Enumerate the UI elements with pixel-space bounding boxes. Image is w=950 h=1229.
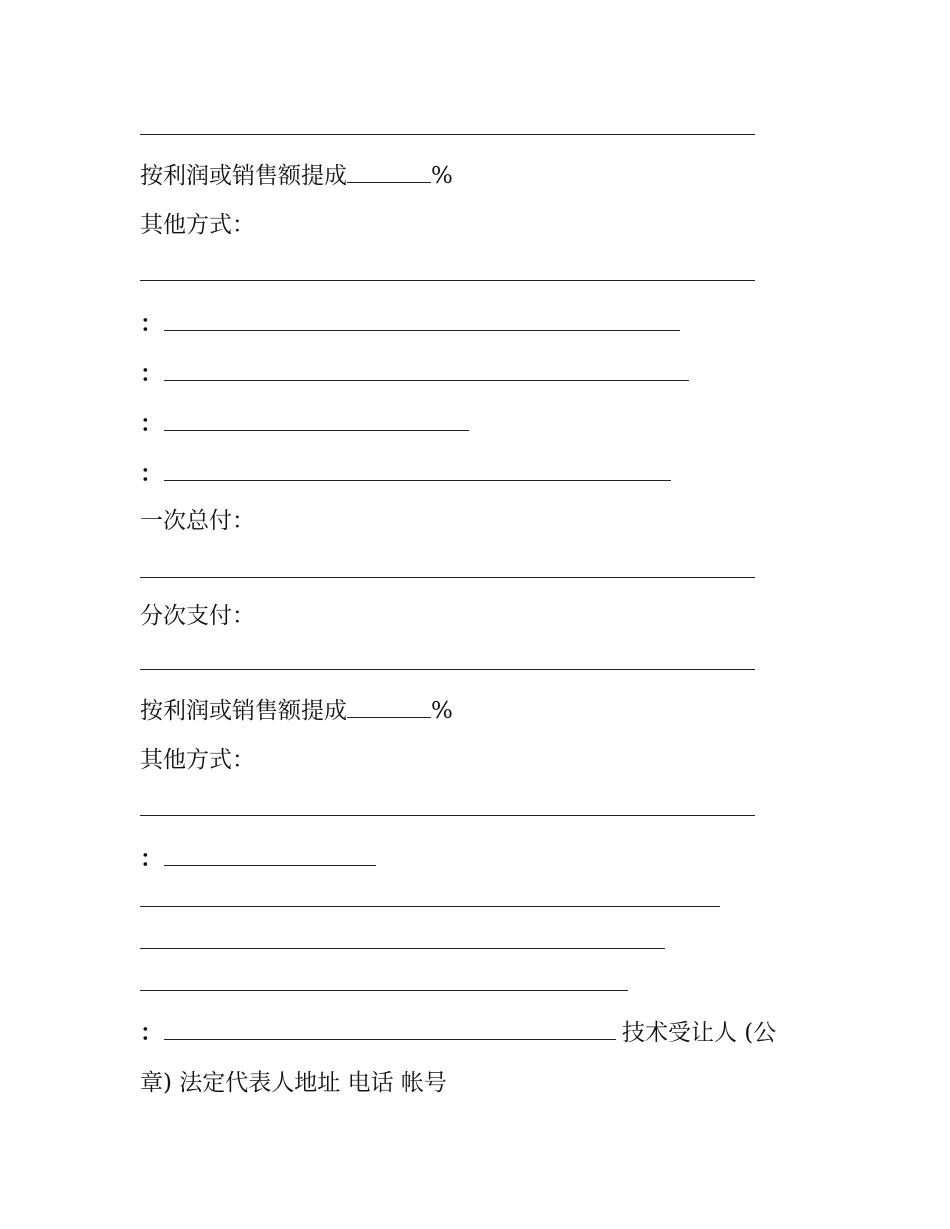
blank-rule <box>140 577 755 578</box>
percentage-blank <box>347 160 431 183</box>
fill-blank <box>164 1017 616 1040</box>
commission-label: 按利润或销售额提成 <box>140 163 347 189</box>
text-line <box>140 210 255 240</box>
blank-rule <box>140 669 755 670</box>
text-line <box>140 1068 447 1098</box>
colon-mark: ： <box>140 310 163 337</box>
fill-blank <box>164 308 680 331</box>
field-line <box>140 458 671 489</box>
field-line <box>140 358 689 389</box>
field-line <box>140 843 376 874</box>
fill-blank <box>164 458 671 481</box>
colon-mark: ： <box>140 360 163 387</box>
colon-mark: ： <box>140 1019 163 1046</box>
fill-blank <box>164 358 689 381</box>
signature-fields-line: 章) 法定代表人地址 电话 帐号 <box>140 1070 447 1096</box>
text-line <box>140 160 453 191</box>
field-line <box>140 408 469 439</box>
commission-label: 按利润或销售额提成 <box>140 698 347 724</box>
other-method-label: 其他方式： <box>140 747 255 773</box>
colon-mark: ： <box>140 460 163 487</box>
blank-rule <box>140 906 720 907</box>
blank-rule <box>140 815 755 816</box>
percentage-blank <box>347 695 431 718</box>
installment-label: 分次支付： <box>140 603 255 629</box>
transferee-label: 技术受让人 (公 <box>622 1020 777 1046</box>
field-line <box>140 1017 776 1048</box>
blank-rule <box>140 134 755 135</box>
text-line <box>140 506 255 536</box>
colon-mark: ： <box>140 410 163 437</box>
lump-sum-label: 一次总付： <box>140 508 255 534</box>
text-line <box>140 695 453 726</box>
blank-rule <box>140 948 665 949</box>
fill-blank <box>164 843 376 866</box>
fill-blank <box>164 408 469 431</box>
percent-sign: % <box>431 163 453 189</box>
colon-mark: ： <box>140 845 163 872</box>
other-method-label: 其他方式： <box>140 212 255 238</box>
blank-rule <box>140 280 755 281</box>
text-line <box>140 601 255 631</box>
blank-rule <box>140 990 628 991</box>
percent-sign: % <box>431 698 453 724</box>
field-line <box>140 308 680 339</box>
text-line <box>140 745 255 775</box>
